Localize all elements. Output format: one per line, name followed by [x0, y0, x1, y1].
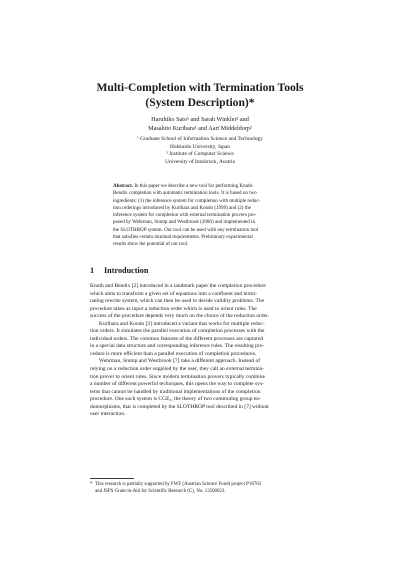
paper-title: [0, 80, 400, 110]
body-line: Wehrman, Stump and Westbrook [7] take a different approach. Instead of: [99, 358, 261, 365]
abstract-label: Abstract.: [113, 183, 134, 189]
body-line: which aims to transform a given set of equations into a confluent and termi-: [90, 290, 257, 297]
abstract-line: tion orderings introduced by Kurihara and Kondo (1999) and (2) the: [113, 204, 251, 211]
footnote: [90, 481, 310, 495]
abstract-line: inference system for completion with external termination provers pro-: [113, 212, 257, 219]
body-line: tion orders. It simulates the parallel execution of completion processes with the: [90, 328, 265, 335]
affiliation-line-1: ¹ Graduate School of Information Science and Technology: [137, 136, 263, 142]
abstract-line: In this paper we describe a new tool for performing Knuth-: [134, 183, 254, 189]
body-line: domorphisms, that is completed by the SLOTHROP tool described in [7] without: [90, 403, 269, 410]
author-list: [0, 115, 400, 133]
paragraph-3: [90, 358, 310, 418]
body-line: individual orders. The common features of the different processes are captured: [90, 335, 264, 342]
abstract-line: posed by Wehrman, Stump and Westbrook (2006) and implemented in: [113, 219, 255, 226]
affiliation-line-4: University of Innsbruck, Austria: [165, 158, 235, 165]
footnote-line-2: and JSPS Grant-in-Aid for Scientific Research (C), No. 13500023.: [95, 489, 226, 494]
footnote-marker: *: [90, 482, 93, 487]
affiliation-line-3: ² Institute of Computer Science: [166, 151, 234, 158]
title-line-1: Multi-Completion with Termination Tools: [96, 81, 304, 94]
body-line: in a special data structure and corresponding inference rules. The resulting pro-: [90, 343, 265, 350]
body-line: cedure is more efficient than a parallel execution of completion procedures.: [90, 350, 257, 357]
body-line: Knuth and Bendix [2] introduced in a landmark paper the completion procedure: [90, 283, 266, 289]
abstract-line: that satisfies certain minimal requirements. Preliminary experimental: [113, 234, 253, 241]
body-line: a number of different powerful techniques, this opens the way to complete sys-: [90, 381, 264, 388]
authors-line-2: Masahito Kurihara¹ and Aart Middeldorp²: [148, 125, 252, 132]
paragraph-1: [90, 283, 310, 321]
body-line: user interaction.: [90, 411, 126, 418]
body-line: nating rewrite system, which can then be used to decide validity problems. The: [90, 298, 265, 305]
body-line: relying on a reduction order supplied by the user, they call an external termina-: [90, 366, 264, 373]
affiliations: [0, 136, 400, 166]
body-line: procedure. One such system is CGE₂, the theory of two commuting group en-: [90, 396, 261, 403]
abstract-line: results show the potential of our tool.: [113, 241, 189, 248]
abstract-line: ingredients: (1) the inference system for completion with multiple reduc-: [113, 197, 261, 204]
abstract: [113, 183, 287, 249]
body-line: tems that cannot be handled by traditional implementations of the completion: [90, 388, 261, 395]
section-number: 1: [90, 266, 95, 275]
abstract-line: the SLOTHROP system. Our tool can be used with any termination tool: [113, 226, 259, 233]
section-title: Introduction: [104, 266, 149, 275]
body-line: success of the procedure depends very much on the choice of the reduction order.: [90, 313, 269, 320]
section-body: [90, 283, 310, 419]
title-line-2: (System Description)*: [145, 96, 255, 109]
footnote-rule: [90, 478, 134, 479]
body-line: Kurihara and Kondo [3] introduced a variant that works for multiple reduc-: [99, 320, 265, 327]
section-heading: [90, 266, 148, 275]
affiliation-line-2: Hokkaido University, Japan: [170, 143, 230, 150]
body-line: tion prover to orient rules. Since modern termination provers typically combine: [90, 373, 265, 380]
authors-line-1: Haruhiko Sato¹ and Sarah Winkler² and: [151, 116, 249, 123]
body-line: procedure takes as input a reduction order which is used to orient rules. The: [90, 305, 257, 312]
abstract-line: Bendix completion with automatic termination tools. It is based on two: [113, 190, 257, 197]
footnote-line-1: This research is partially supported by FWF (Austrian Science Fund) project P18763: [95, 482, 262, 487]
paragraph-2: [90, 321, 310, 359]
